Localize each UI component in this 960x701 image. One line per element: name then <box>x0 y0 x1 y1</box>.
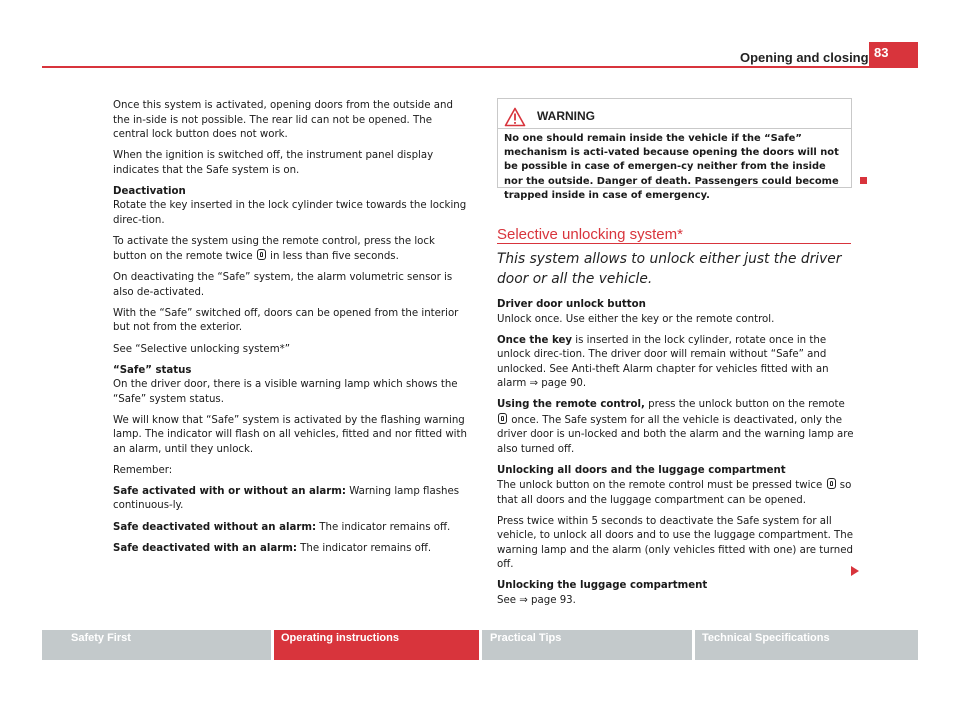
paragraph: Once this system is activated, opening doors from the outside and the in-side is not possible. The rear lid can not be opened. The central lock button does not work. <box>113 100 453 140</box>
header-rule <box>42 66 869 68</box>
warning-divider <box>498 128 851 129</box>
paragraph: Using the remote control, press the unlock button on the remote once. The Safe system for all the vehicle is deactivated, only the driver door is un-locked and both the alarm and the warning lamp are also turned off. <box>497 399 854 455</box>
paragraph: See ⇒ page 93. <box>497 594 576 606</box>
warning-text: No one should remain inside the vehicle if the “Safe” mechanism is acti-vated because opening the doors will not be possible in case of emergen-cy neither from the inside nor the outside. Danger of death. Passengers could become trapped inside in case of emergency. <box>504 133 839 201</box>
remote-unlock-icon <box>498 413 507 424</box>
paragraph: Unlock once. Use either the key or the remote control. <box>497 313 775 325</box>
section-lead: This system allows to unlock either just the driver door or all the vehicle. <box>497 251 842 287</box>
paragraph: The unlock button on the remote control must be pressed twice so that all doors and the luggage compartment can be opened. <box>497 480 852 506</box>
warning-triangle-icon <box>504 107 526 127</box>
luggage-heading: Unlocking the luggage compartment <box>497 580 708 592</box>
paragraph: Remember: <box>113 464 173 476</box>
paragraph: With the “Safe” switched off, doors can be opened from the interior but not from the exterior. <box>113 307 459 334</box>
paragraph: To activate the system using the remote control, press the lock button on the remote twice in less than five seconds. <box>113 235 435 263</box>
status-item: Safe deactivated with an alarm: The indicator remains off. <box>113 542 432 554</box>
remote-unlock-icon <box>827 478 836 489</box>
footer-tab-safety-first[interactable]: Safety First <box>42 630 271 660</box>
end-of-section-marker <box>860 177 867 184</box>
section-rule <box>497 243 851 244</box>
paragraph: When the ignition is switched off, the instrument panel display indicates that the Safe system is on. <box>113 150 434 176</box>
chapter-title: Opening and closing <box>740 50 869 65</box>
right-column <box>497 298 855 615</box>
paragraph: On deactivating the “Safe” system, the alarm volumetric sensor is also de-activated. <box>113 272 453 298</box>
all-doors-heading: Unlocking all doors and the luggage compartment <box>497 464 786 476</box>
remote-lock-icon <box>257 249 266 260</box>
warning-label: WARNING <box>537 109 595 123</box>
paragraph: On the driver door, there is a visible warning lamp which shows the “Safe” system status. <box>113 379 458 405</box>
warning-box <box>497 98 852 201</box>
paragraph: Press twice within 5 seconds to deactivate the Safe system for all vehicle, to unlock all doors and to use the luggage compartment. The warning lamp and the alarm (only vehicles fitted with one) are turned off. <box>497 515 854 571</box>
driver-button-heading: Driver door unlock button <box>497 299 646 310</box>
section-title: Selective unlocking system* <box>497 226 683 243</box>
continue-arrow-icon <box>851 566 859 576</box>
status-heading: “Safe” status <box>113 364 192 376</box>
footer-tab-practical-tips[interactable]: Practical Tips <box>482 630 692 660</box>
left-column <box>113 99 468 563</box>
status-item: Safe activated with or without an alarm: Warning lamp flashes continuous-ly. <box>113 485 460 512</box>
status-item: Safe deactivated without an alarm: The indicator remains off. <box>113 521 451 533</box>
paragraph: Once the key is inserted in the lock cylinder, rotate once in the unlock direc-tion. The driver door will remain without “Safe” and unlocked. See Anti-theft Alarm chapter for vehicles fitted with an alarm ⇒ page 90. <box>497 334 829 390</box>
deactivation-heading: Deactivation <box>113 185 186 197</box>
footer-tab-technical-specifications[interactable]: Technical Specifications <box>695 630 918 660</box>
paragraph: We will know that “Safe” system is activated by the flashing warning lamp. The indicator will flash on all vehicles, fitted and nor fitted with an alarm, until they unlock. <box>113 414 467 455</box>
page-number: 83 <box>869 42 918 68</box>
paragraph: Rotate the key inserted in the lock cylinder twice towards the locking direc-tion. <box>113 200 467 226</box>
footer-tab-operating-instructions[interactable]: Operating instructions <box>274 630 479 660</box>
paragraph: See “Selective unlocking system*” <box>113 343 290 355</box>
